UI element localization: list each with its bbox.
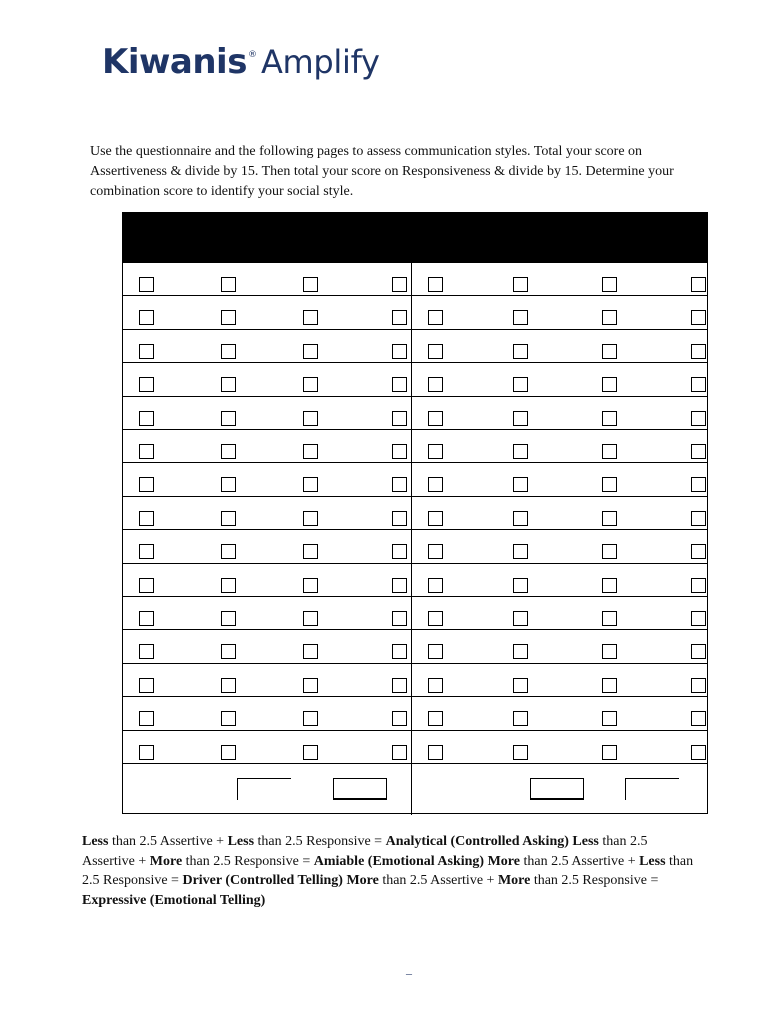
logo-brand: Kiwanis xyxy=(102,42,247,82)
assertiveness-checkbox[interactable] xyxy=(392,544,407,559)
legend-bold-text: More xyxy=(487,853,520,869)
questionnaire-row xyxy=(123,564,707,597)
responsiveness-checkbox[interactable] xyxy=(602,444,617,459)
responsiveness-checkbox[interactable] xyxy=(691,678,706,693)
responsiveness-checkbox[interactable] xyxy=(602,411,617,426)
assertiveness-checkbox[interactable] xyxy=(221,578,236,593)
assertiveness-checkbox[interactable] xyxy=(392,711,407,726)
responsiveness-average-box[interactable] xyxy=(625,778,679,800)
assertiveness-checkbox[interactable] xyxy=(221,377,236,392)
assertiveness-checkbox[interactable] xyxy=(303,611,318,626)
legend-bold-text: Less xyxy=(572,834,599,849)
intro-paragraph: Use the questionnaire and the following pages to assess communication styles. Total your score on Assertiveness & divide by 15. Then total your score on Responsiveness & divide by 15. Determine your combination score to identify your social style. xyxy=(90,144,674,199)
questionnaire-row xyxy=(123,430,707,463)
assertiveness-checkbox[interactable] xyxy=(139,644,154,659)
responsiveness-checkbox[interactable] xyxy=(602,544,617,559)
assertiveness-checkbox[interactable] xyxy=(139,444,154,459)
legend-text: than 2.5 Responsive = xyxy=(254,834,386,849)
questionnaire-row xyxy=(123,664,707,697)
questionnaire-row xyxy=(123,597,707,630)
social-style-legend xyxy=(82,832,702,910)
assertiveness-score-box[interactable] xyxy=(237,778,291,800)
responsiveness-checkbox[interactable] xyxy=(691,511,706,526)
responsiveness-checkbox[interactable] xyxy=(428,310,443,325)
assertiveness-checkbox[interactable] xyxy=(221,544,236,559)
assertiveness-checkbox[interactable] xyxy=(303,377,318,392)
legend-text: than 2.5 Responsive = xyxy=(82,853,694,888)
questionnaire-row xyxy=(123,530,707,563)
assertiveness-checkbox[interactable] xyxy=(303,411,318,426)
legend-bold-text: Amiable (Emotional Asking) xyxy=(313,853,485,869)
assertiveness-checkbox[interactable] xyxy=(139,377,154,392)
legend-bold-text: Expressive (Emotional Telling) xyxy=(82,892,266,908)
questionnaire-row xyxy=(123,263,707,296)
responsiveness-checkbox[interactable] xyxy=(428,644,443,659)
assertiveness-checkbox[interactable] xyxy=(221,444,236,459)
responsiveness-checkbox[interactable] xyxy=(513,344,528,359)
questionnaire-row xyxy=(123,731,707,764)
assertiveness-checkbox[interactable] xyxy=(392,644,407,659)
legend-bold-text: Less xyxy=(227,834,255,849)
logo-sub: Amplify xyxy=(260,43,380,81)
responsiveness-checkbox[interactable] xyxy=(602,277,617,292)
responsiveness-score-box[interactable] xyxy=(530,778,584,800)
assertiveness-checkbox[interactable] xyxy=(392,444,407,459)
legend-bold-text: More xyxy=(149,853,183,869)
assertiveness-checkbox[interactable] xyxy=(303,477,318,492)
legend-text: than 2.5 Assertive + xyxy=(82,834,648,869)
responsiveness-checkbox[interactable] xyxy=(428,544,443,559)
responsiveness-checkbox[interactable] xyxy=(691,344,706,359)
legend-text: than 2.5 Responsive = xyxy=(530,873,659,888)
assertiveness-checkbox[interactable] xyxy=(303,444,318,459)
responsiveness-checkbox[interactable] xyxy=(428,444,443,459)
responsiveness-checkbox[interactable] xyxy=(428,477,443,492)
assertiveness-checkbox[interactable] xyxy=(303,644,318,659)
responsiveness-checkbox[interactable] xyxy=(513,578,528,593)
responsiveness-checkbox[interactable] xyxy=(513,544,528,559)
assertiveness-checkbox[interactable] xyxy=(303,711,318,726)
assertiveness-checkbox[interactable] xyxy=(139,544,154,559)
assertiveness-checkbox[interactable] xyxy=(139,277,154,292)
legend-bold-text: Less xyxy=(82,834,109,849)
questionnaire-row xyxy=(123,363,707,396)
responsiveness-checkbox[interactable] xyxy=(428,377,443,392)
legend-text: than 2.5 Assertive + xyxy=(108,834,228,849)
responsiveness-checkbox[interactable] xyxy=(428,578,443,593)
questionnaire-table xyxy=(122,212,708,814)
assertiveness-checkbox[interactable] xyxy=(139,745,154,760)
responsiveness-checkbox[interactable] xyxy=(602,611,617,626)
assertiveness-checkbox[interactable] xyxy=(392,411,407,426)
table-header-bar xyxy=(123,213,707,263)
assertiveness-average-box[interactable] xyxy=(333,778,387,800)
responsiveness-checkbox[interactable] xyxy=(428,411,443,426)
assertiveness-checkbox[interactable] xyxy=(139,611,154,626)
responsiveness-checkbox[interactable] xyxy=(691,611,706,626)
responsiveness-checkbox[interactable] xyxy=(691,310,706,325)
responsiveness-checkbox[interactable] xyxy=(513,444,528,459)
assertiveness-checkbox[interactable] xyxy=(392,310,407,325)
assertiveness-checkbox[interactable] xyxy=(303,544,318,559)
assertiveness-checkbox[interactable] xyxy=(221,711,236,726)
responsiveness-checkbox[interactable] xyxy=(602,644,617,659)
assertiveness-checkbox[interactable] xyxy=(392,678,407,693)
questionnaire-row xyxy=(123,397,707,430)
responsiveness-checkbox[interactable] xyxy=(513,411,528,426)
assertiveness-checkbox[interactable] xyxy=(221,344,236,359)
assertiveness-checkbox[interactable] xyxy=(221,310,236,325)
assertiveness-checkbox[interactable] xyxy=(221,511,236,526)
questionnaire-row xyxy=(123,296,707,329)
assertiveness-checkbox[interactable] xyxy=(392,511,407,526)
responsiveness-checkbox[interactable] xyxy=(691,477,706,492)
assertiveness-checkbox[interactable] xyxy=(303,511,318,526)
questionnaire-row xyxy=(123,630,707,663)
questionnaire-row xyxy=(123,497,707,530)
assertiveness-checkbox[interactable] xyxy=(303,277,318,292)
responsiveness-checkbox[interactable] xyxy=(513,644,528,659)
assertiveness-checkbox[interactable] xyxy=(139,578,154,593)
assertiveness-checkbox[interactable] xyxy=(392,377,407,392)
responsiveness-checkbox[interactable] xyxy=(428,711,443,726)
responsiveness-checkbox[interactable] xyxy=(691,578,706,593)
assertiveness-checkbox[interactable] xyxy=(303,310,318,325)
responsiveness-checkbox[interactable] xyxy=(691,377,706,392)
responsiveness-checkbox[interactable] xyxy=(428,511,443,526)
assertiveness-checkbox[interactable] xyxy=(392,344,407,359)
responsiveness-checkbox[interactable] xyxy=(513,477,528,492)
responsiveness-checkbox[interactable] xyxy=(691,544,706,559)
responsiveness-checkbox[interactable] xyxy=(691,644,706,659)
responsiveness-checkbox[interactable] xyxy=(513,377,528,392)
responsiveness-checkbox[interactable] xyxy=(691,444,706,459)
assertiveness-checkbox[interactable] xyxy=(392,477,407,492)
legend-bold-text: Less xyxy=(639,853,666,869)
legend-bold-text: Analytical (Controlled Asking) xyxy=(385,834,569,849)
legend-bold-text: Driver (Controlled Telling) xyxy=(182,873,343,888)
assertiveness-checkbox[interactable] xyxy=(221,477,236,492)
responsiveness-checkbox[interactable] xyxy=(602,377,617,392)
responsiveness-checkbox[interactable] xyxy=(691,711,706,726)
responsiveness-checkbox[interactable] xyxy=(513,611,528,626)
assertiveness-checkbox[interactable] xyxy=(139,411,154,426)
questionnaire-row xyxy=(123,463,707,496)
questionnaire-row xyxy=(123,697,707,730)
assertiveness-checkbox[interactable] xyxy=(139,711,154,726)
responsiveness-checkbox[interactable] xyxy=(602,310,617,325)
assertiveness-checkbox[interactable] xyxy=(221,411,236,426)
legend-text: than 2.5 Assertive + xyxy=(519,853,640,869)
assertiveness-checkbox[interactable] xyxy=(392,277,407,292)
assertiveness-checkbox[interactable] xyxy=(139,310,154,325)
assertiveness-checkbox[interactable] xyxy=(221,678,236,693)
responsiveness-checkbox[interactable] xyxy=(691,745,706,760)
questionnaire-row xyxy=(123,330,707,363)
responsiveness-checkbox[interactable] xyxy=(602,344,617,359)
responsiveness-checkbox[interactable] xyxy=(602,711,617,726)
legend-text: than 2.5 Responsive = xyxy=(182,853,314,869)
responsiveness-checkbox[interactable] xyxy=(513,711,528,726)
responsiveness-checkbox[interactable] xyxy=(428,678,443,693)
responsiveness-checkbox[interactable] xyxy=(428,344,443,359)
assertiveness-checkbox[interactable] xyxy=(303,745,318,760)
kiwanis-amplify-logo xyxy=(102,42,380,82)
legend-bold-text: More xyxy=(497,873,531,888)
assertiveness-checkbox[interactable] xyxy=(221,611,236,626)
assertiveness-checkbox[interactable] xyxy=(221,745,236,760)
assertiveness-checkbox[interactable] xyxy=(392,611,407,626)
assertiveness-checkbox[interactable] xyxy=(303,344,318,359)
assertiveness-checkbox[interactable] xyxy=(139,344,154,359)
assertiveness-checkbox[interactable] xyxy=(139,678,154,693)
assertiveness-checkbox[interactable] xyxy=(139,511,154,526)
responsiveness-checkbox[interactable] xyxy=(691,277,706,292)
responsiveness-checkbox[interactable] xyxy=(602,678,617,693)
assertiveness-checkbox[interactable] xyxy=(221,277,236,292)
footer-mark: – xyxy=(406,966,412,980)
assertiveness-checkbox[interactable] xyxy=(139,477,154,492)
responsiveness-checkbox[interactable] xyxy=(513,511,528,526)
responsiveness-checkbox[interactable] xyxy=(513,277,528,292)
legend-text: than 2.5 Assertive + xyxy=(378,873,498,888)
responsiveness-checkbox[interactable] xyxy=(602,477,617,492)
responsiveness-checkbox[interactable] xyxy=(602,745,617,760)
responsiveness-checkbox[interactable] xyxy=(428,745,443,760)
assertiveness-checkbox[interactable] xyxy=(392,578,407,593)
assertiveness-checkbox[interactable] xyxy=(392,745,407,760)
assertiveness-checkbox[interactable] xyxy=(221,644,236,659)
responsiveness-checkbox[interactable] xyxy=(691,411,706,426)
responsiveness-checkbox[interactable] xyxy=(602,511,617,526)
responsiveness-checkbox[interactable] xyxy=(428,611,443,626)
responsiveness-checkbox[interactable] xyxy=(513,745,528,760)
responsiveness-checkbox[interactable] xyxy=(513,310,528,325)
responsiveness-checkbox[interactable] xyxy=(602,578,617,593)
logo-registered-mark: ® xyxy=(247,50,257,60)
assertiveness-checkbox[interactable] xyxy=(303,678,318,693)
responsiveness-checkbox[interactable] xyxy=(428,277,443,292)
legend-bold-text: More xyxy=(346,873,379,888)
responsiveness-checkbox[interactable] xyxy=(513,678,528,693)
assertiveness-checkbox[interactable] xyxy=(303,578,318,593)
